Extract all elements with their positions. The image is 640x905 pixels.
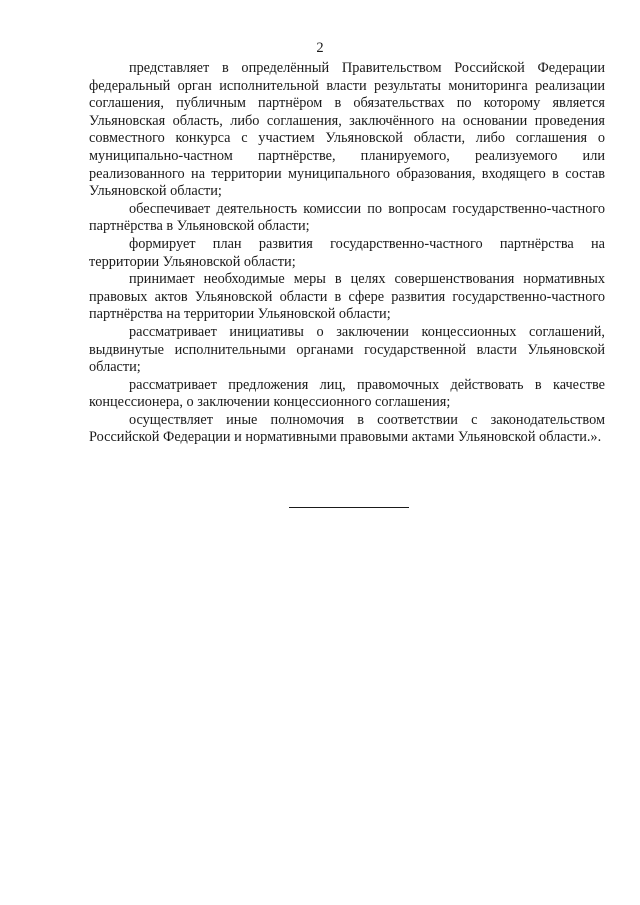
end-separator-line [289,507,409,508]
paragraph-concession-initiatives: рассматривает инициативы о заключении концессионных соглашений, выдвинутые исполнительными органами государственной власти Ульяновской области; [89,323,605,376]
page-number: 2 [316,40,324,56]
paragraph-monitoring-results: представляет в определённый Правительством Российской Федерации федеральный орган исполнительной власти результаты мониторинга реализации соглашения, публичным партнёром в обязательствах по которому является Ульяновская область, либо соглашения, заключённого на основании проведения совместного конкурса с участием Ульяновской области, либо соглашения о муниципально-частном партнёрстве, планируемого, реализуемого или реализованного на территории муниципального образования, входящего в состав Ульяновской области; [89,60,605,200]
paragraph-development-plan: формирует план развития государственно-частного партнёрства на территории Ульяновской области; [89,235,605,270]
paragraph-other-powers: осуществляет иные полномочия в соответствии с законодательством Российской Федерации и нормативными правовыми актами Ульяновской области.». [89,411,605,446]
paragraph-concessionaire-proposals: рассматривает предложения лиц, правомочных действовать в качестве концессионера, о заключении концессионного соглашения; [89,376,605,411]
paragraph-commission-activity: обеспечивает деятельность комиссии по вопросам государственно-частного партнёрства в Ульяновской области; [89,200,605,235]
document-body [89,60,605,447]
paragraph-legal-acts-improvement: принимает необходимые меры в целях совершенствования нормативных правовых актов Ульяновской области в сфере развития государственно-частного партнёрства на территории Ульяновской области; [89,271,605,323]
